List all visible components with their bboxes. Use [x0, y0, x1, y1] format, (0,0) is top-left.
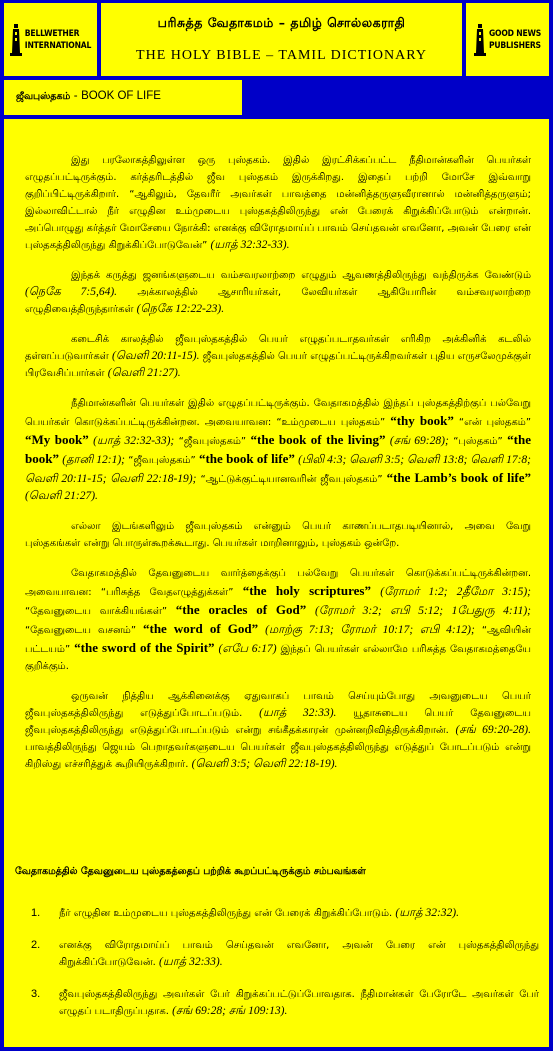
list-number: 2.: [31, 939, 41, 951]
list-item-text: [59, 908, 459, 919]
entry-title-tab: [4, 80, 242, 115]
english-term: “the book of life”: [198, 451, 295, 466]
scripture-reference: (யாத் 32:33).: [259, 707, 337, 719]
text-run: [371, 587, 380, 598]
lamp-icon: [474, 23, 486, 57]
text-run: “ஜீவபுஸ்தகம்”: [174, 436, 251, 447]
text-run: ஜீவபுஸ்தகத்தில் பெயர் எழுதப்பட்டிருக்கிறவர்கள் புதிய எருசலேமுக்குள் பிரவேசிப்பார்கள்: [25, 351, 531, 379]
list-number: 1.: [31, 907, 41, 919]
list-number: 3.: [31, 988, 41, 1000]
paragraph-names: [25, 395, 531, 505]
scripture-reference: (ரோமர் 1:2; 2தீமோ 3:15);: [380, 586, 531, 598]
text-run: எனக்கு விரோதமாய்ப் பாவம் செய்தவன் எவனோ, அவன் பேரை என் புஸ்தகத்திலிருந்து கிறுக்கிப்போடுவேன்.: [59, 940, 539, 968]
section-heading: வேதாகமத்தில் தேவனுடைய புஸ்தகத்தைப் பற்றிக் கூறப்பட்டிருக்கும் சம்பவங்கள்: [15, 866, 366, 877]
scripture-reference: (நெகே 12:22-23).: [136, 303, 225, 315]
good-news-line1: GOOD NEWS: [488, 28, 542, 39]
scripture-reference: (சங் 69:20-28).: [455, 724, 532, 736]
scripture-reference: (யாத் 32:32).: [395, 907, 459, 919]
events-list: [31, 905, 539, 1020]
entry-english-word: BOOK OF LIFE: [81, 90, 161, 102]
text-run: “தேவனுடைய வாக்கியங்கள்”: [25, 606, 176, 617]
english-term: “the book”: [25, 432, 531, 466]
paragraph-last-days: [25, 331, 531, 382]
scripture-reference: (சங் 69:28; சங் 109:13).: [172, 1005, 288, 1017]
text-run: நீதிமான்களின் பெயர்கள் இதில் எழுதப்பட்டிருக்கும். வேதாகமத்தில் இந்தப் புஸ்தகத்திற்குப் பல்வேறு பெயர்கள் கொடுக்கப்பட்டிருக்கின்றன. அவையாவன: “உம்முடைய புஸ்தகம்”: [25, 398, 531, 428]
entry-separator: -: [73, 90, 78, 102]
bellwether-line1: BELLWETHER: [24, 28, 80, 39]
paragraph-definition: [25, 152, 531, 254]
text-run: கடைசிக் காலத்தில் ஜீவபுஸ்தகத்தில் பெயர் எழுதப்படாதவர்கள் எரிகிற அக்கினிக் கடலில் தள்ளப்படுவார்கள்: [25, 334, 531, 362]
scripture-reference: (மாற்கு 7:13; ரோமர் 10:17; எபி 4:12);: [265, 624, 475, 636]
scripture-reference: (பிலி 4:3; வெளி 3:5; வெளி 13:8; வெளி 17:8; வெளி 20:11-15; வெளி 22:18-19);: [25, 454, 531, 485]
paragraph-blotting-out: [25, 688, 531, 773]
paragraph-word-of-god: [25, 565, 531, 675]
text-run: ஜீவபுஸ்தகத்திலிருந்து அவர்கள் பேர் கிறுக்கப்பட்டுப்போவதாக. நீதிமான்கள் பேரோடே அவர்கள் பேர் எழுதப் படாதிருப்பதாக.: [59, 989, 539, 1017]
paragraph-same-book: [25, 518, 531, 552]
text-run: “என் புஸ்தகம்”: [453, 417, 531, 428]
english-term: “the Lamb’s book of life”: [386, 470, 531, 485]
scripture-reference: (யாத் 32:33).: [159, 956, 223, 968]
text-run: யூதாசுடைய பெயர் தேவனுடைய ஜீவபுஸ்தகத்திலிருந்து எடுத்துப்போடப்படும் என்று சங்கீதக்காரன் முன்னறிவித்திருக்கிறான்.: [25, 708, 531, 736]
text-run: “தேவனுடைய வசனம்”: [25, 625, 143, 636]
english-term: “thy book”: [390, 413, 454, 428]
list-item-text: [59, 940, 539, 968]
english-term: “the book of the living”: [250, 432, 386, 447]
text-run: “ஆவியின் பட்டயம்”: [25, 625, 532, 655]
text-run: வேதாகமத்தில் தேவனுடைய வார்த்தைக்குப் பல்வேறு பெயர்கள் கொடுக்கப்பட்டிருக்கின்றன. அவையாவன: “பரிசுத்த வேதஎழுத்துக்கள்”: [25, 568, 531, 598]
scripture-reference: (வெளி 3:5; வெளி 22:18-19).: [191, 758, 338, 770]
text-run: பாவத்திலிருந்து ஜெயம் பெறாதவர்களுடைய பெயர்கள் ஜீவபுஸ்தகத்திலிருந்து எடுத்துப் போடப்படும் என்று கிறிஸ்து எச்சரித்துக் கூறியிருக்கிறார்.: [25, 742, 531, 770]
scripture-reference: (ரோமர் 3:2; எபி 5:12; 1பேதுரு 4:11);: [315, 605, 532, 617]
good-news-line2: PUBLISHERS: [488, 40, 541, 51]
tamil-title: பரிசுத்த வேதாகமம் – தமிழ் சொல்லகராதி: [157, 15, 406, 30]
paragraph-origin: [25, 267, 531, 318]
scripture-reference: (நெகே 7:5,64).: [25, 286, 118, 298]
scripture-reference: (வெளி 20:11-15).: [112, 350, 200, 362]
scripture-reference: (யாத் 32:32-33).: [210, 239, 290, 251]
text-run: “ஆட்டுக்குட்டியானவரின் ஜீவபுஸ்தகம்”: [196, 474, 387, 485]
scripture-reference: (யாத் 32:32-33);: [93, 435, 175, 447]
text-run: இந்தக் கருத்து ஜனங்களுடைய வம்சவரலாற்றை எழுதும் ஆவணத்திலிருந்து வந்திருக்க வேண்டும்: [71, 270, 531, 281]
good-news-brand: [474, 23, 541, 57]
english-term: “the word of God”: [143, 621, 259, 636]
entry-paragraphs: [4, 152, 549, 773]
bellwether-logo[interactable]: [4, 3, 97, 76]
list-item: [31, 986, 539, 1020]
scripture-reference: (வெளி 21:27).: [25, 490, 98, 502]
scripture-reference: (எபே 6:17): [218, 643, 277, 655]
text-run: நீர் எழுதின உம்முடைய புஸ்தகத்திலிருந்து என் பேரைக் கிறுக்கிப்போடும்.: [59, 908, 396, 919]
text-run: [306, 606, 315, 617]
tower-icon: [10, 23, 22, 57]
english-term: “My book”: [25, 432, 89, 447]
text-run: எல்லா இடங்களிலும் ஜீவபுஸ்தகம் என்னும் பெயர் காணப்படாதபடியினால், அவை வேறு புஸ்தகங்கள் என்று பொருள்கூறக்கூடாது. பெயர்கள் மாறினாலும், புஸ்தகம் ஒன்றே.: [25, 521, 531, 549]
english-title: THE HOLY BIBLE – TAMIL DICTIONARY: [136, 48, 427, 63]
entry-tamil-word: ஜீவபுஸ்தகம்: [16, 91, 71, 102]
text-run: “புஸ்தகம்”: [448, 436, 508, 447]
text-run: இது பரலோகத்திலுள்ள ஒரு புஸ்தகம். இதில் இரட்சிக்கப்பட்ட நீதிமான்களின் பெயர்கள் எழுதப்பட்டிருக்கும். கர்த்தரிடத்தில் ஜீவ புஸ்தகம் இருக்கிறது. இதைப் பற்றி மோசே இவ்வாறு குறிப்பிட்டிருக்கிறார். “ஆகிலும், தேவரீர் அவர்கள் பாவத்தை மன்னித்தருளுவீரானால் மன்னித்தருளும்; இல்லாவிட்டால் நீர் எழுதின உம்முடைய புஸ்தகத்திலிருந்து என் பேரைக் கிறுக்கிப்போடும் என்றான். அப்பொழுது கர்த்தர் மோசேயை நோக்கி: எனக்கு விரோதமாய்ப் பாவம் செய்தவன் எவனோ, அவன் பேரை என் புஸ்தகத்திலிருந்து கிறுக்கிப்போடுவேன்”: [25, 155, 531, 251]
bellwether-brand: [10, 23, 91, 57]
text-run: இந்தப் பெயர்கள் எல்லாமே பரிசுத்த வேதாகமத்தையே குறிக்கும்.: [25, 644, 532, 672]
list-item-text: [59, 989, 539, 1017]
scripture-reference: (வெளி 21:27).: [107, 367, 181, 379]
list-item: [31, 905, 539, 922]
dictionary-header: [101, 3, 462, 76]
scripture-reference: (தானி 12:1);: [62, 454, 126, 466]
bellwether-line2: INTERNATIONAL: [24, 40, 92, 51]
english-term: “the sword of the Spirit”: [74, 640, 215, 655]
english-term: “the holy scriptures”: [242, 583, 371, 598]
text-run: அக்காலத்தில் ஆசாரியர்கள், லேவியர்கள் ஆகியோரின் வம்சவரலாற்றை எழுதிவைத்திருந்தார்கள்: [25, 287, 531, 315]
list-item: [31, 937, 539, 971]
text-run: ஒருவன் நித்திய ஆக்கினைக்கு ஏதுவாகப் பாவம் செய்யும்போது அவனுடைய பெயர் ஜீவபுஸ்தகத்திலிருந்து எடுத்துப்போடப்படும்.: [25, 691, 531, 719]
english-term: “the oracles of God”: [175, 602, 307, 617]
scripture-reference: (சங் 69:28);: [389, 435, 449, 447]
entry-content: [4, 119, 549, 1047]
good-news-logo[interactable]: [466, 3, 549, 76]
text-run: “ஜீவபுஸ்தகம்”: [125, 455, 199, 466]
